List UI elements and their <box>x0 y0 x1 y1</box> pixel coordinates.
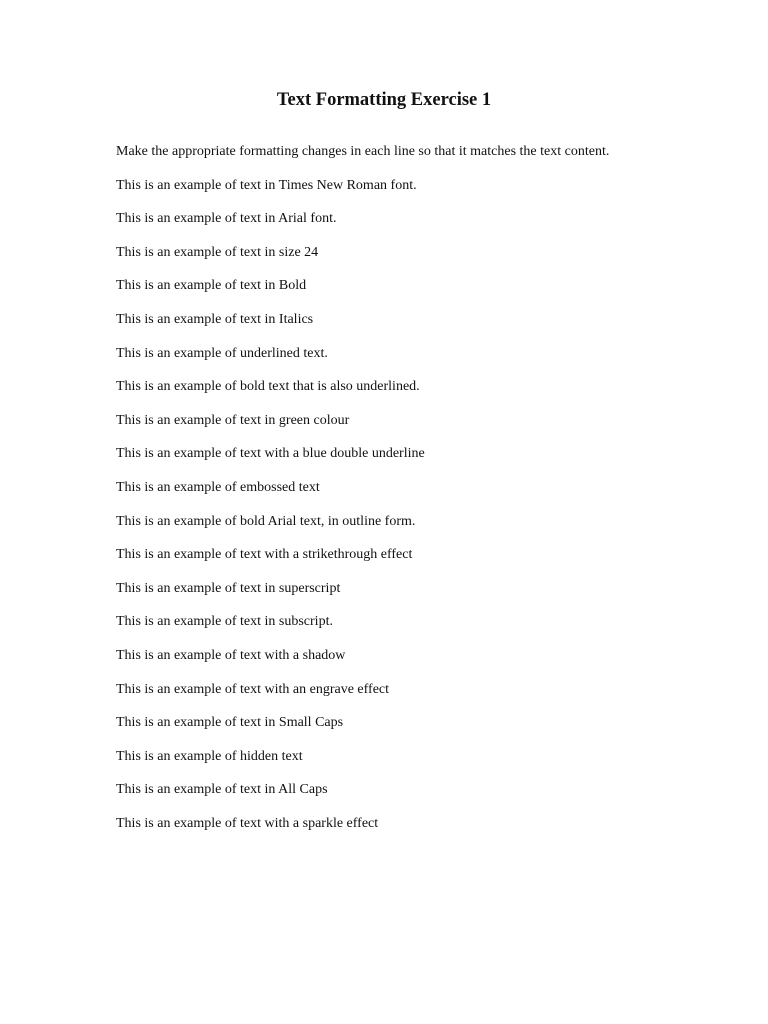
exercise-line: This is an example of text with a blue double underline <box>116 446 425 462</box>
exercise-line: This is an example of bold Arial text, in outline form. <box>116 513 416 529</box>
exercise-line: This is an example of text with an engrave effect <box>116 681 390 697</box>
exercise-line: This is an example of text in Bold <box>116 278 307 294</box>
exercise-line: This is an example of text in All Caps <box>116 782 328 798</box>
document-title: Text Formatting Exercise 1 <box>276 90 492 110</box>
exercise-line: This is an example of text in superscript <box>116 580 341 596</box>
instructions-text: Make the appropriate formatting changes in each line so that it matches the text content. <box>116 144 610 159</box>
exercise-line: This is an example of text in Arial font. <box>116 211 337 227</box>
exercise-line: This is an example of underlined text. <box>116 345 328 361</box>
exercise-line: This is an example of text in subscript. <box>116 614 333 630</box>
exercise-line: This is an example of text with a sparkle effect <box>116 815 379 831</box>
document-body <box>116 142 716 847</box>
exercise-line: This is an example of text with a shadow <box>116 647 346 663</box>
exercise-line: This is an example of embossed text <box>116 479 320 495</box>
exercise-line: This is an example of text in Italics <box>116 311 314 327</box>
exercise-line: This is an example of bold text that is also underlined. <box>116 379 420 395</box>
exercise-line: This is an example of text in green colour <box>116 412 350 428</box>
exercise-line: This is an example of text in size 24 <box>116 244 319 260</box>
exercise-line: This is an example of hidden text <box>116 748 303 764</box>
exercise-line: This is an example of text with a strikethrough effect <box>116 547 413 563</box>
exercise-line: This is an example of text in Small Caps <box>116 715 344 731</box>
exercise-line: This is an example of text in Times New Roman font. <box>116 177 417 193</box>
